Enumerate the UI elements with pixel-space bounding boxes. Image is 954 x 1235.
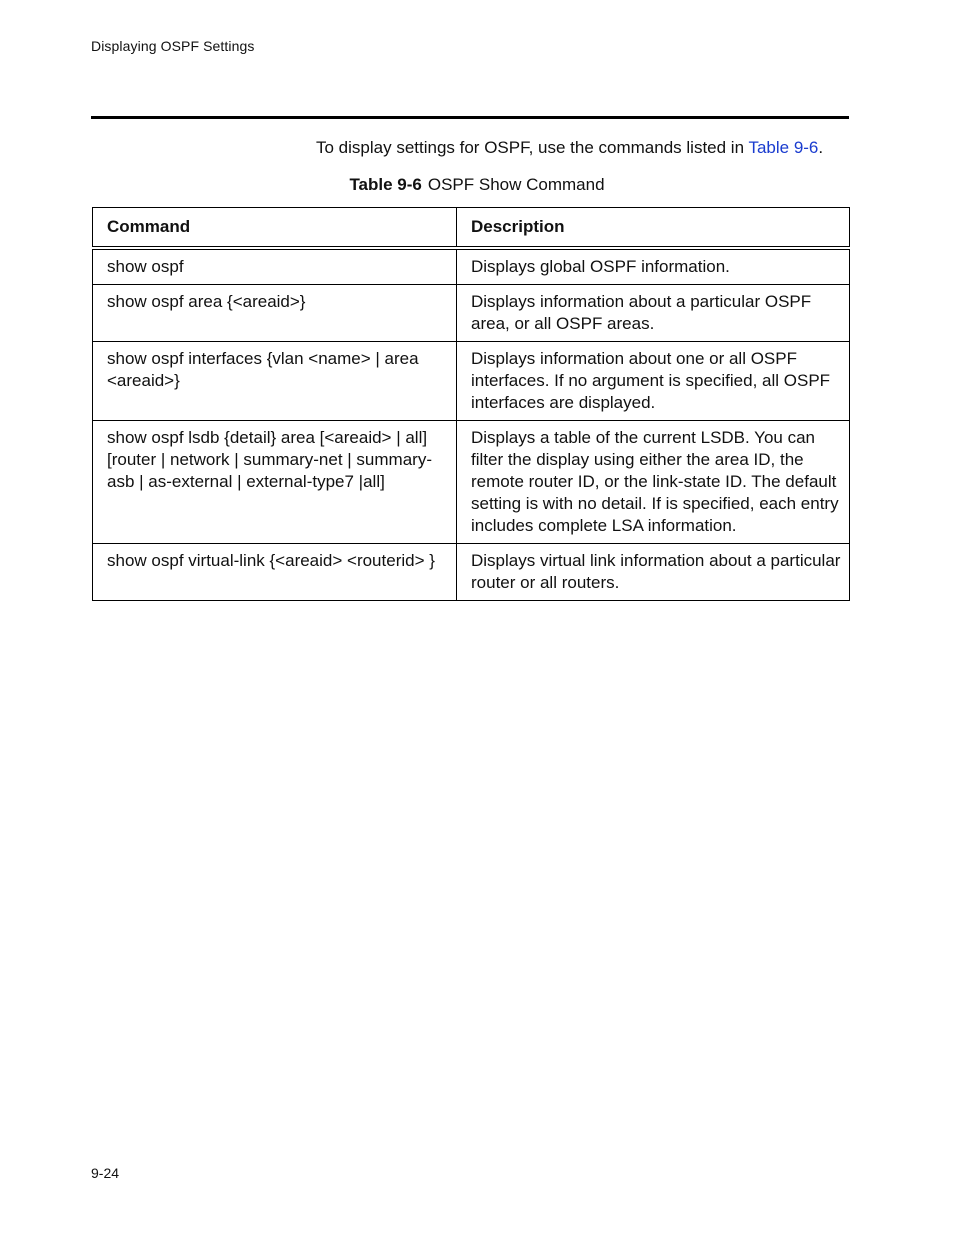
intro-text-end: . <box>818 138 824 157</box>
description-cell: Displays information about one or all OSPF interfaces. If no argument is specified, all OSPF interfaces are displayed. <box>457 342 850 421</box>
intro-text: To display settings for OSPF, use the commands listed in <box>316 138 749 157</box>
command-cell: show ospf <box>93 248 457 285</box>
ospf-show-command-table <box>92 207 850 601</box>
table-xref-link[interactable]: Table 9-6 <box>748 138 819 157</box>
table-caption-title: OSPF Show Command <box>427 175 605 194</box>
description-cell: Displays information about a particular OSPF area, or all OSPF areas. <box>457 285 850 342</box>
table-row <box>93 544 850 601</box>
command-cell: show ospf area {<areaid>} <box>93 285 457 342</box>
table-caption <box>0 175 954 195</box>
description-cell: Displays virtual link information about a particular router or all routers. <box>457 544 850 601</box>
column-header-description: Description <box>457 208 850 249</box>
description-cell: Displays global OSPF information. <box>457 248 850 285</box>
description-cell: Displays a table of the current LSDB. You can filter the display using either the area ID, the remote router ID, or the link-state ID. The default setting is with no detail. If is specified, each entry includes complete LSA information. <box>457 421 850 544</box>
intro-paragraph <box>316 138 823 158</box>
table-header-row <box>93 208 850 249</box>
page-number: 9-24 <box>91 1165 120 1181</box>
table-row <box>93 421 850 544</box>
command-cell: show ospf lsdb {detail} area [<areaid> | all] [router | network | summary-net | summary-asb | as-external | external-type7 |all] <box>93 421 457 544</box>
table-row <box>93 248 850 285</box>
command-cell: show ospf interfaces {vlan <name> | area <areaid>} <box>93 342 457 421</box>
column-header-command: Command <box>93 208 457 249</box>
running-header: Displaying OSPF Settings <box>91 38 255 54</box>
section-rule <box>91 116 849 119</box>
table-row <box>93 285 850 342</box>
command-cell: show ospf virtual-link {<areaid> <routerid> } <box>93 544 457 601</box>
table-caption-label: Table 9-6 <box>349 175 422 194</box>
table-row <box>93 342 850 421</box>
